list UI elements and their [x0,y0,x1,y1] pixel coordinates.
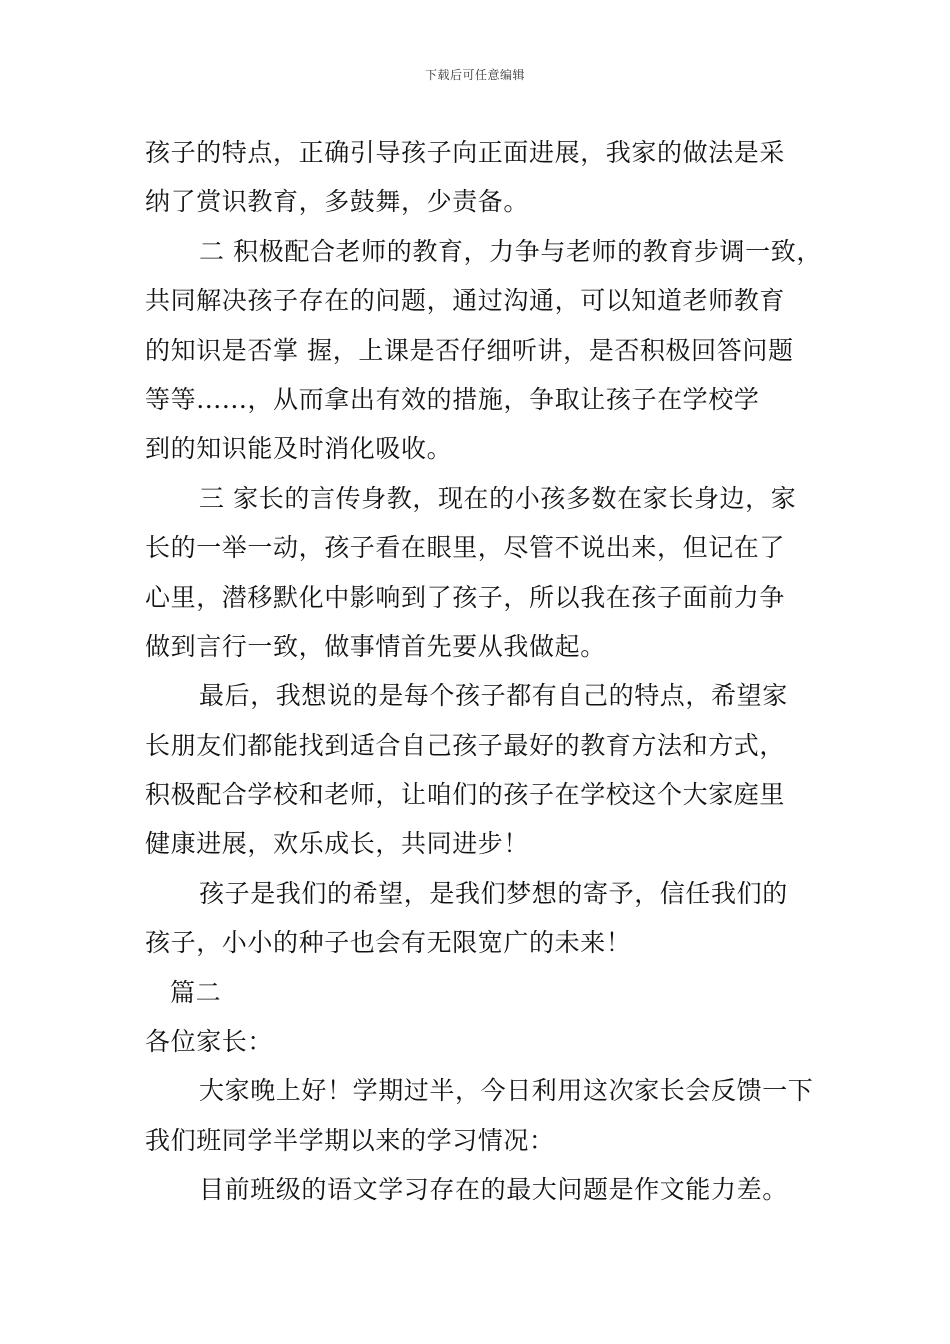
text-line: 孩子的特点，正确引导孩子向正面进展，我家的做法是采 [145,138,786,167]
text-line: 最后，我想说的是每个孩子都有自己的特点，希望家 [199,681,788,711]
text-line: 各位家长： [145,1027,274,1057]
text-line: 长的一举一动，孩子看在眼里，尽管不说出来，但记在了 [145,533,786,563]
text-line: 大家晚上好！学期过半，今日利用这次家长会反馈一下 [199,1076,814,1106]
text-line: 孩子，小小的种子也会有无限宽广的未来！ [145,928,632,958]
text-line: 做到言行一致，做事情首先要从我做起。 [145,631,606,661]
text-line: 到的知识能及时消化吸收。 [145,434,453,464]
text-line: 我们班同学半学期以来的学习情况： [145,1125,555,1155]
page-header: 下载后可任意编辑 [424,68,525,82]
text-line: 纳了赏识教育，多鼓舞，少责备。 [145,187,530,217]
text-line: 篇二 [170,977,222,1007]
text-line: 孩子是我们的希望，是我们梦想的寄予，信任我们的 [199,878,788,908]
text-line: 健康进展，欢乐成长，共同进步！ [145,829,530,859]
text-line: 积极配合学校和老师，让咱们的孩子在学校这个大家庭里 [145,780,786,810]
text-line: 共同解决孩子存在的问题，通过沟通，可以知道老师教育 [145,286,786,316]
text-line: 三 家长的言传身教，现在的小孩多数在家长身边，家 [199,483,797,513]
text-line: 目前班级的语文学习存在的最大问题是作文能力差。 [199,1175,788,1205]
text-line: 的知识是否掌 握，上课是否仔细听讲，是否积极回答问题 [145,335,794,365]
text-line: 等等......，从而拿出有效的措施，争取让孩子在学校学 [145,384,760,414]
text-line: 二 积极配合老师的教育，力争与老师的教育步调一致， [199,236,822,266]
text-line: 长朋友们都能找到适合自己孩子最好的教育方法和方式， [145,730,786,760]
text-line: 心里，潜移默化中影响到了孩子，所以我在孩子面前力争 [145,582,786,612]
document-body [145,128,825,1215]
